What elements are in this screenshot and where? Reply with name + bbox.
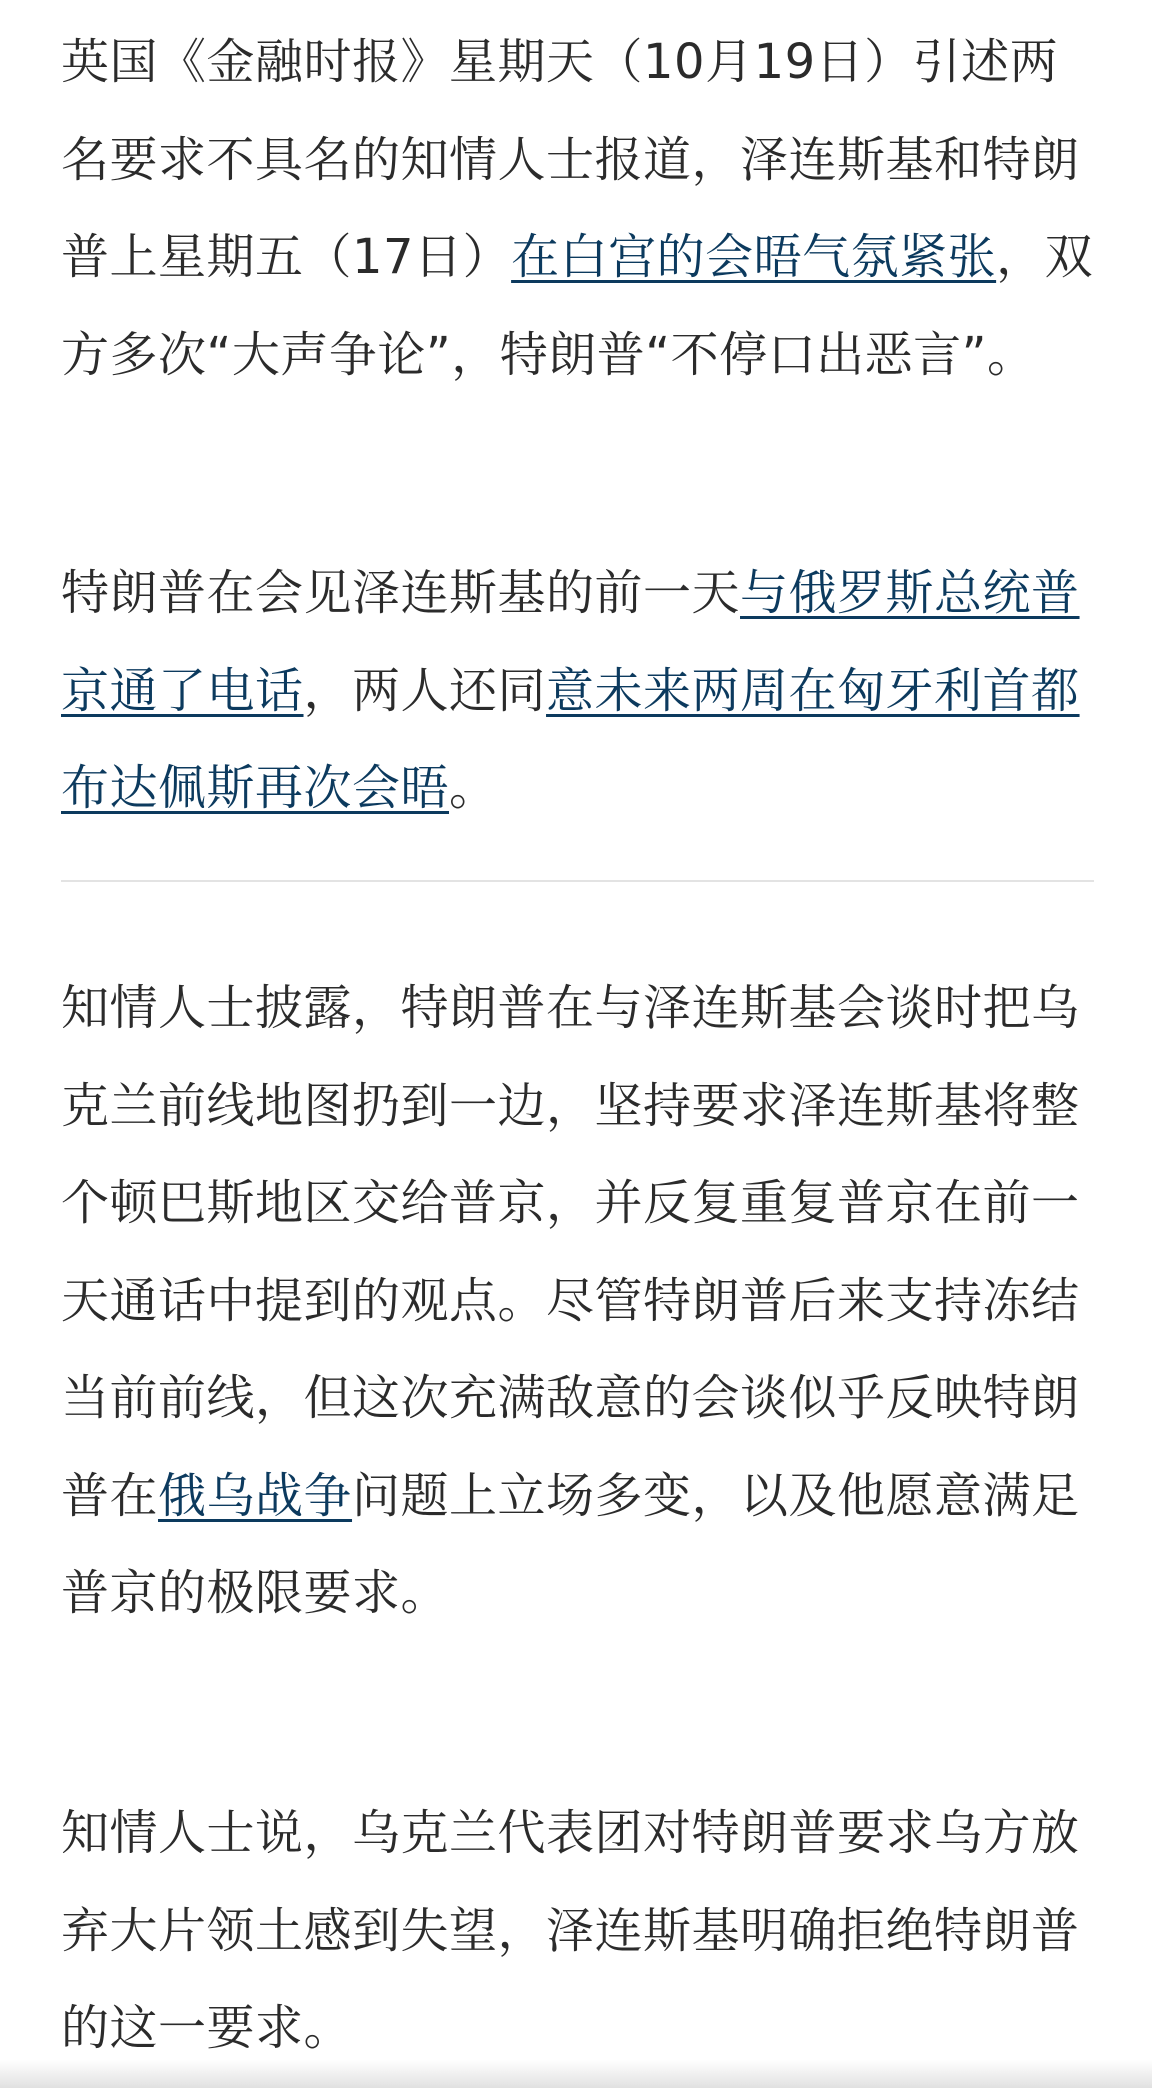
- paragraph-2-text-3: 。: [449, 760, 498, 816]
- paragraph-2-text-1: 特朗普在会见泽连斯基的前一天: [61, 565, 741, 621]
- paragraph-1-text-2: ，双方多次“大声争论”，特朗普“不停口出恶言”。: [61, 229, 1094, 383]
- link-russia-ukraine-war[interactable]: 俄乌战争: [158, 1467, 353, 1524]
- link-budapest-meeting[interactable]: 意未来两周在匈牙利首都布达佩斯再次会晤: [61, 662, 1080, 816]
- paragraph-3-text-1: 知情人士披露，特朗普在与泽连斯基会谈时把乌克兰前线地图扔到一边，坚持要求泽连斯基将整个顿巴斯地区交给普京，并反复重复普京在前一天通话中提到的观点。尽管特朗普后来支持冻结当前前线，但这次充满敌意的会谈似乎反映特朗普在: [61, 980, 1080, 1524]
- paragraph-4: [61, 1785, 1101, 2078]
- paragraph-3: [61, 960, 1101, 1643]
- link-putin-phone-call[interactable]: 与俄罗斯总统普京通了电话: [61, 565, 1080, 719]
- paragraph-3-text-2: 问题上立场多变，以及他愿意满足普京的极限要求。: [61, 1467, 1080, 1621]
- paragraph-2: [61, 545, 1101, 838]
- paragraph-1: [61, 14, 1101, 404]
- bottom-shadow: [0, 2060, 1152, 2088]
- paragraph-4-text-1: 知情人士说，乌克兰代表团对特朗普要求乌方放弃大片领土感到失望，泽连斯基明确拒绝特朗普的这一要求。: [61, 1805, 1080, 2056]
- section-divider: [61, 880, 1094, 882]
- link-white-house-meeting[interactable]: 在白宫的会晤气氛紧张: [511, 229, 997, 285]
- paragraph-2-text-2: ，两人还同: [303, 662, 547, 719]
- paragraph-1-text-1: 英国《金融时报》星期天（10月19日）引述两名要求不具名的知情人士报道，泽连斯基和特朗普上星期五（17日）: [61, 34, 1080, 285]
